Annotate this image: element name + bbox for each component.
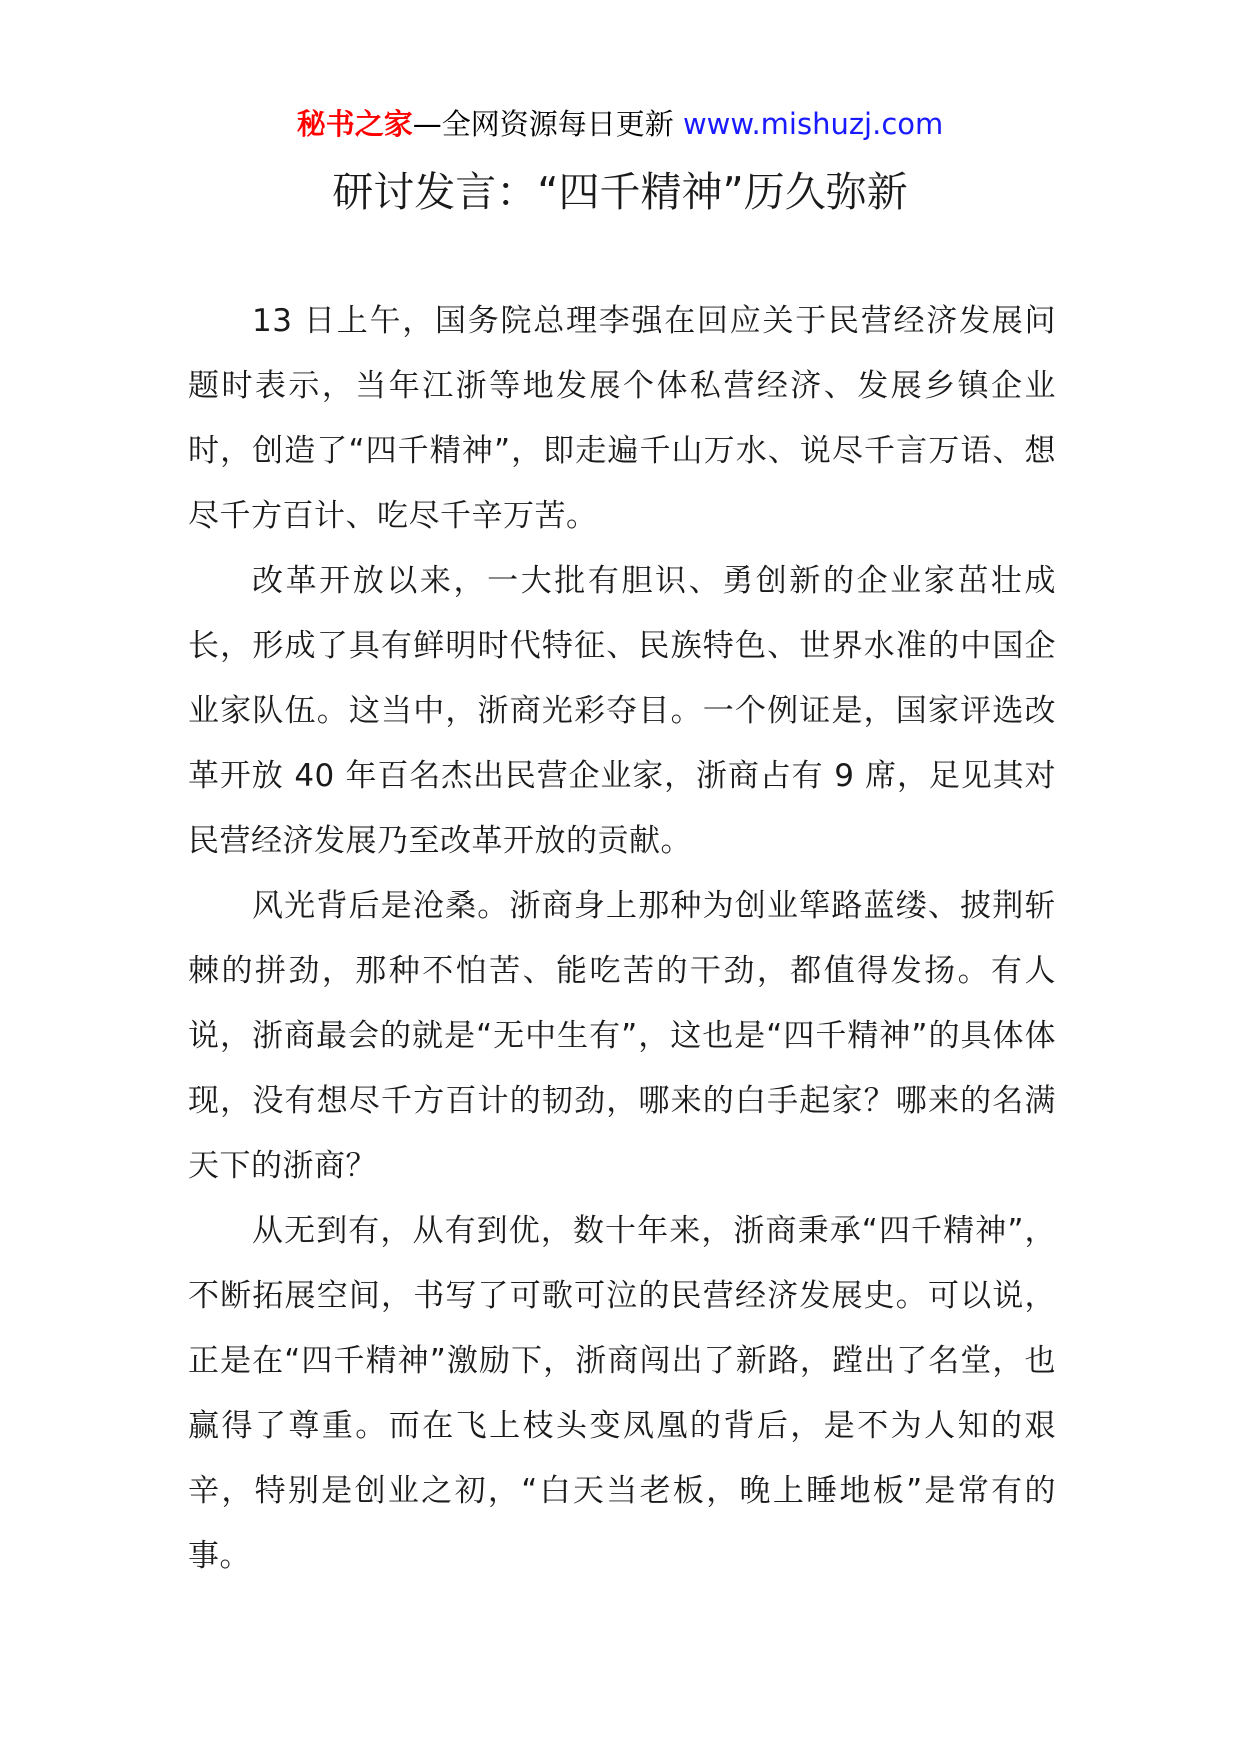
document-title: 研讨发言：“四千精神”历久弥新 xyxy=(332,168,908,216)
site-url-link[interactable]: www.mishuzj.com xyxy=(682,107,944,141)
paragraph: 风光背后是沧桑。浙商身上那种为创业筚路蓝缕、披荆斩棘的拼劲，那种不怕苦、能吃苦的干劲，都值得发扬。有人说，浙商最会的就是“无中生有”，这也是“四千精神”的具体体现，没有想尽千方百计的韧劲，哪来的白手起家？哪来的名满天下的浙商？ xyxy=(188,888,1056,1184)
site-header xyxy=(0,102,1240,146)
paragraph: 13 日上午，国务院总理李强在回应关于民营经济发展问题时表示，当年江浙等地发展个体私营经济、发展乡镇企业时，创造了“四千精神”，即走遍千山万水、说尽千言万语、想尽千方百计、吃尽千辛万苦。 xyxy=(188,303,1056,534)
header-tagline: —全网资源每日更新 xyxy=(412,107,674,141)
paragraph: 从无到有，从有到优，数十年来，浙商秉承“四千精神”，不断拓展空间，书写了可歌可泣的民营经济发展史。可以说，正是在“四千精神”激励下，浙商闯出了新路，蹚出了名堂，也赢得了尊重。而在飞上枝头变凤凰的背后，是不为人知的艰辛，特别是创业之初，“白天当老板，晚上睡地板”是常有的事。 xyxy=(188,1213,1056,1574)
paragraph: 改革开放以来，一大批有胆识、勇创新的企业家茁壮成长，形成了具有鲜明时代特征、民族特色、世界水准的中国企业家队伍。这当中，浙商光彩夺目。一个例证是，国家评选改革开放 40 年百名杰出民营企业家，浙商占有 9 席，足见其对民营经济发展乃至改革开放的贡献。 xyxy=(188,563,1056,859)
document-body xyxy=(188,289,1056,1589)
brand-name: 秘书之家 xyxy=(296,107,413,141)
